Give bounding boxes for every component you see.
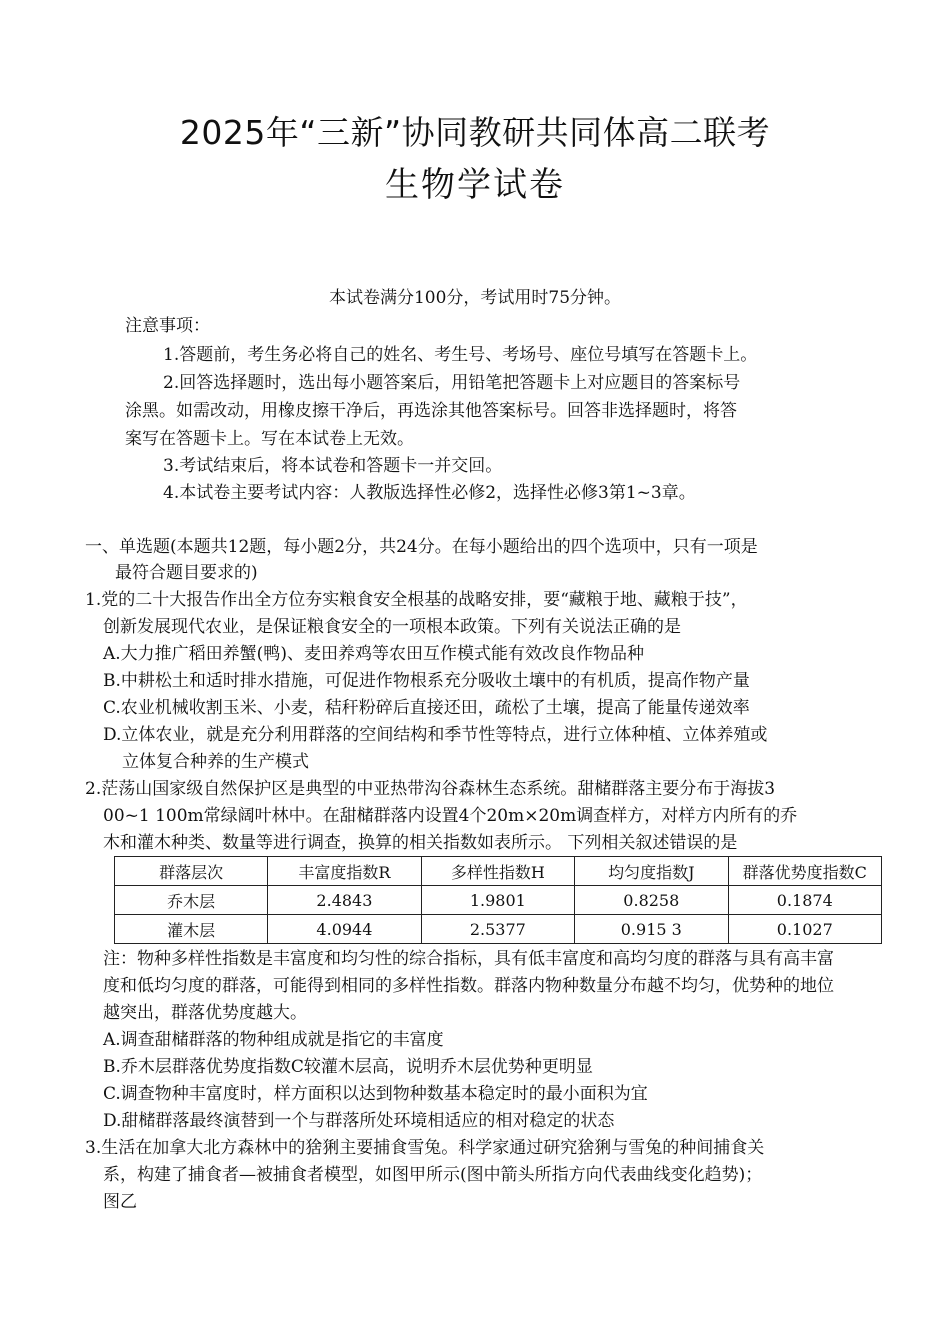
table-cell: 0.1874 [728, 886, 881, 915]
table-cell: 4.0944 [268, 915, 421, 944]
exam-title: 2025年“三新”协同教研共同体高二联考 [179, 113, 771, 152]
table-cell: 0.915 3 [575, 915, 728, 944]
q2-note-line-3: 越突出，群落优势度越大。 [103, 1003, 307, 1023]
q2-option-c: C.调查物种丰富度时，样方面积以达到物种数基本稳定时的最小面积为宜 [103, 1084, 648, 1104]
note-2-line-2: 涂黑。如需改动，用橡皮擦干净后，再选涂其他答案标号。回答非选择题时，将答 [125, 401, 737, 421]
note-2-line-3: 案写在答题卡上。写在本试卷上无效。 [125, 429, 414, 449]
q3-stem-line-2: 系，构建了捕食者—被捕食者模型，如图甲所示(图中箭头所指方向代表曲线变化趋势)； [103, 1165, 763, 1185]
q3-stem-line-3: 图乙 [103, 1192, 137, 1212]
section-heading-line-1: 一、单选题(本题共12题，每小题2分，共24分。在每小题给出的四个选项中，只有一项是 [85, 537, 758, 557]
q2-stem-line-2: 00~1 100m常绿阔叶林中。在甜槠群落内设置4个20m×20m调查样方，对样方内所有的乔 [103, 806, 798, 826]
table-cell: 2.5377 [421, 915, 574, 944]
note-4: 4.本试卷主要考试内容：人教版选择性必修2，选择性必修3第1~3章。 [163, 483, 696, 503]
note-1: 1.答题前，考生务必将自己的姓名、考生号、考场号、座位号填写在答题卡上。 [163, 345, 758, 365]
table-header-cell: 群落层次 [115, 857, 268, 886]
note-2-line-1: 2.回答选择题时，选出每小题答案后，用铅笔把答题卡上对应题目的答案标号 [163, 373, 741, 393]
note-3: 3.考试结束后，将本试卷和答题卡一并交回。 [163, 456, 503, 476]
table-row [115, 886, 882, 915]
q2-stem-line-3: 木和灌木种类、数量等进行调查，换算的相关指数如表所示。 下列相关叙述错误的是 [103, 833, 738, 853]
q1-option-c: C.农业机械收割玉米、小麦，秸秆粉碎后直接还田，疏松了土壤，提高了能量传递效率 [103, 698, 750, 718]
q1-option-d-line-1: D.立体农业，就是充分利用群落的空间结构和季节性等特点，进行立体种植、立体养殖或 [103, 725, 768, 745]
table-row [115, 915, 882, 944]
table-header-cell: 群落优势度指数C [728, 857, 881, 886]
table-cell: 0.8258 [575, 886, 728, 915]
q2-option-a: A.调查甜槠群落的物种组成就是指它的丰富度 [103, 1030, 444, 1050]
table-cell: 灌木层 [115, 915, 268, 944]
section-heading-line-2: 最符合题目要求的) [115, 563, 258, 583]
exam-subtitle: 生物学试卷 [385, 165, 565, 205]
score-line: 本试卷满分100分，考试用时75分钟。 [328, 288, 622, 308]
q2-note-line-2: 度和低均匀度的群落，可能得到相同的多样性指数。群落内物种数量分布越不均匀，优势种的地位 [103, 976, 834, 996]
notes-heading: 注意事项： [125, 316, 210, 336]
q1-option-a: A.大力推广稻田养蟹(鸭)、麦田养鸡等农田互作模式能有效改良作物品种 [103, 644, 644, 664]
q1-stem-line-2: 创新发展现代农业，是保证粮食安全的一项根本政策。下列有关说法正确的是 [103, 617, 681, 637]
q2-option-d: D.甜槠群落最终演替到一个与群落所处环境相适应的相对稳定的状态 [103, 1111, 615, 1131]
q2-note-line-1: 注：物种多样性指数是丰富度和均匀性的综合指标，具有低丰富度和高均匀度的群落与具有高丰富 [103, 949, 834, 969]
table-header-cell: 丰富度指数R [268, 857, 421, 886]
q2-option-b: B.乔木层群落优势度指数C较灌木层高，说明乔木层优势种更明显 [103, 1057, 593, 1077]
community-index-table [114, 856, 882, 944]
table-cell: 0.1027 [728, 915, 881, 944]
q2-stem-line-1: 2.茫荡山国家级自然保护区是典型的中亚热带沟谷森林生态系统。甜槠群落主要分布于海拔3 [85, 779, 776, 799]
table-header-cell: 多样性指数H [421, 857, 574, 886]
q1-option-b: B.中耕松土和适时排水措施，可促进作物根系充分吸收土壤中的有机质，提高作物产量 [103, 671, 750, 691]
q1-stem-line-1: 1.党的二十大报告作出全方位夯实粮食安全根基的战略安排，要“藏粮于地、藏粮于技”， [85, 590, 748, 610]
table-header-row [115, 857, 882, 886]
q1-option-d-line-2: 立体复合种养的生产模式 [122, 752, 309, 772]
table-header-cell: 均匀度指数J [575, 857, 728, 886]
table-cell: 乔木层 [115, 886, 268, 915]
q3-stem-line-1: 3.生活在加拿大北方森林中的猞猁主要捕食雪兔。科学家通过研究猞猁与雪兔的种间捕食关 [85, 1138, 765, 1158]
table-cell: 2.4843 [268, 886, 421, 915]
table-cell: 1.9801 [421, 886, 574, 915]
